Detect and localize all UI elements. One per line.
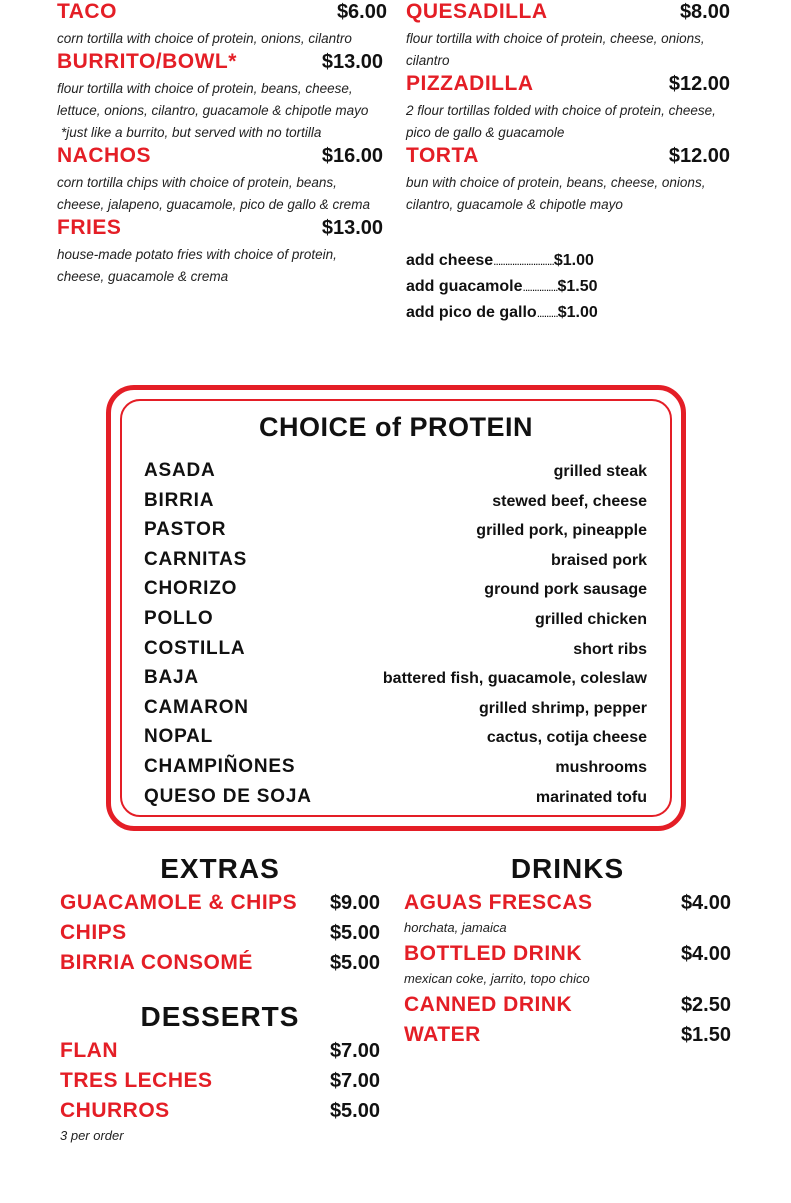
item-price: $2.50 [680, 994, 731, 1016]
protein-description: grilled shrimp, pepper [478, 699, 647, 717]
dessert-item [60, 1039, 380, 1069]
item-name: BURRITO/BOWL* [57, 50, 237, 73]
item-name: GUACAMOLE & CHIPS [60, 891, 298, 914]
protein-name: POLLO [144, 607, 214, 629]
item-name: TORTA [406, 144, 479, 167]
extras-item [60, 951, 380, 981]
addon-price: $1.00 [553, 252, 594, 269]
protein-row [144, 578, 647, 608]
item-name: FRIES [57, 216, 122, 239]
item-description: flour tortilla with choice of protein, beans, cheese, lettuce, onions, cilantro, guacamole & chipotle mayo [57, 81, 369, 118]
item-name: WATER [404, 1023, 481, 1046]
item-description: flour tortilla with choice of protein, cheese, onions, cilantro [406, 31, 705, 68]
protein-name: CARNITAS [144, 548, 248, 570]
addon-price: $1.50 [557, 278, 598, 295]
item-price: $13.00 [321, 217, 383, 239]
extras-title: EXTRAS [160, 853, 280, 884]
drink-item [404, 891, 731, 921]
protein-name: PASTOR [144, 519, 227, 541]
menu-item-quesadilla [406, 0, 730, 72]
protein-row [144, 756, 647, 786]
drink-item [404, 993, 731, 1023]
item-description: 2 flour tortillas folded with choice of protein, cheese, pico de gallo & guacamole [406, 103, 716, 140]
protein-row [144, 519, 647, 549]
protein-description: ground pork sausage [484, 581, 647, 599]
addon-cheese [406, 252, 730, 278]
protein-name: CAMARON [144, 696, 249, 718]
item-name: BIRRIA CONSOMÉ [60, 951, 253, 974]
protein-description: stewed beef, cheese [492, 492, 647, 510]
protein-name: CHORIZO [144, 578, 238, 600]
protein-title: CHOICE of PROTEIN [258, 412, 533, 442]
addon-dots: ......... [536, 306, 558, 320]
addons-list [406, 252, 730, 330]
item-name: NACHOS [57, 144, 152, 167]
item-description: corn tortilla chips with choice of protein, beans, cheese, jalapeno, guacamole, pico de gallo & crema [57, 175, 370, 212]
protein-row [144, 608, 647, 638]
protein-name: ASADA [144, 460, 216, 481]
addon-price: $1.00 [557, 304, 598, 321]
extras-section [60, 853, 380, 1150]
item-price: $6.00 [336, 1, 387, 23]
protein-description: mushrooms [555, 758, 647, 776]
protein-name: COSTILLA [144, 637, 246, 659]
menu-item-torta [406, 144, 730, 216]
menu-item-fries [57, 216, 383, 288]
item-name: CHIPS [60, 921, 127, 944]
protein-row [144, 638, 647, 668]
protein-description: short ribs [573, 640, 647, 658]
item-description: mexican coke, jarrito, topo chico [404, 971, 590, 986]
protein-row [144, 460, 647, 490]
item-name: BOTTLED DRINK [404, 942, 582, 965]
item-price: $4.00 [680, 943, 731, 965]
protein-description: grilled pork, pineapple [476, 522, 647, 540]
item-description: corn tortilla with choice of protein, onions, cilantro [57, 31, 352, 46]
item-name: PIZZADILLA [406, 72, 534, 95]
item-price: $5.00 [329, 952, 380, 974]
item-description: house-made potato fries with choice of protein, cheese, guacamole & crema [57, 247, 337, 284]
item-price: $9.00 [329, 892, 380, 914]
item-price: $8.00 [679, 1, 730, 23]
protein-row [144, 490, 647, 520]
drink-item [404, 1023, 731, 1053]
dessert-item [60, 1069, 380, 1099]
item-price: $5.00 [329, 1100, 380, 1122]
addon-label: add guacamole [406, 278, 523, 295]
protein-row [144, 549, 647, 579]
protein-description: grilled steak [553, 463, 647, 480]
extras-item [60, 921, 380, 951]
protein-row [144, 697, 647, 727]
protein-row [144, 667, 647, 697]
item-name: TACO [57, 0, 117, 23]
addon-dots: .......................... [493, 254, 554, 268]
protein-name: NOPAL [144, 726, 214, 748]
item-price: $7.00 [329, 1070, 380, 1092]
item-name: FLAN [60, 1039, 118, 1062]
extras-item [60, 891, 380, 921]
right-menu-column [406, 0, 730, 330]
item-name: CHURROS [60, 1099, 170, 1122]
item-price: $7.00 [329, 1040, 380, 1062]
protein-name: BAJA [144, 667, 199, 689]
left-menu-column [57, 0, 387, 288]
protein-description: battered fish, guacamole, coleslaw [382, 670, 647, 688]
protein-description: braised pork [550, 551, 647, 569]
protein-row [144, 786, 647, 816]
protein-row [144, 726, 647, 756]
drinks-title: DRINKS [510, 853, 625, 884]
item-price: $1.50 [680, 1024, 731, 1046]
item-price: $13.00 [321, 51, 383, 73]
protein-name: CHAMPIÑONES [144, 755, 296, 777]
desserts-title: DESSERTS [140, 1001, 300, 1032]
menu-item-taco [57, 0, 387, 50]
protein-description: grilled chicken [534, 610, 647, 628]
addon-pico-de-gallo [406, 304, 730, 330]
item-price: $12.00 [668, 73, 730, 95]
item-price: $4.00 [680, 892, 731, 914]
protein-name: QUESO DE SOJA [144, 785, 312, 807]
menu-item-pizzadilla [406, 72, 730, 144]
protein-choice-box [106, 385, 686, 831]
item-price: $5.00 [329, 922, 380, 944]
item-name: QUESADILLA [406, 0, 548, 23]
item-description: horchata, jamaica [404, 920, 507, 935]
drink-item [404, 942, 731, 972]
menu-item-nachos [57, 144, 383, 216]
item-description: bun with choice of protein, beans, cheese, onions, cilantro, guacamole & chipotle mayo [406, 175, 706, 212]
protein-list [144, 460, 647, 815]
addon-guacamole [406, 278, 730, 304]
addon-dots: ............... [522, 280, 558, 294]
addon-label: add cheese [406, 252, 494, 269]
item-name: AGUAS FRESCAS [404, 891, 593, 914]
item-description: 3 per order [60, 1128, 124, 1143]
protein-name: BIRRIA [144, 489, 215, 511]
addon-label: add pico de gallo [406, 304, 537, 321]
protein-description: marinated tofu [535, 788, 647, 806]
item-name: CANNED DRINK [404, 993, 573, 1016]
menu-item-burrito-bowl [57, 50, 383, 144]
item-name: TRES LECHES [60, 1069, 213, 1092]
protein-description: cactus, cotija cheese [486, 729, 647, 747]
item-price: $12.00 [668, 145, 730, 167]
drinks-section [404, 853, 731, 1053]
dessert-item [60, 1099, 380, 1129]
item-note: *just like a burrito, but served with no tortilla [61, 125, 322, 140]
item-price: $16.00 [321, 145, 383, 167]
